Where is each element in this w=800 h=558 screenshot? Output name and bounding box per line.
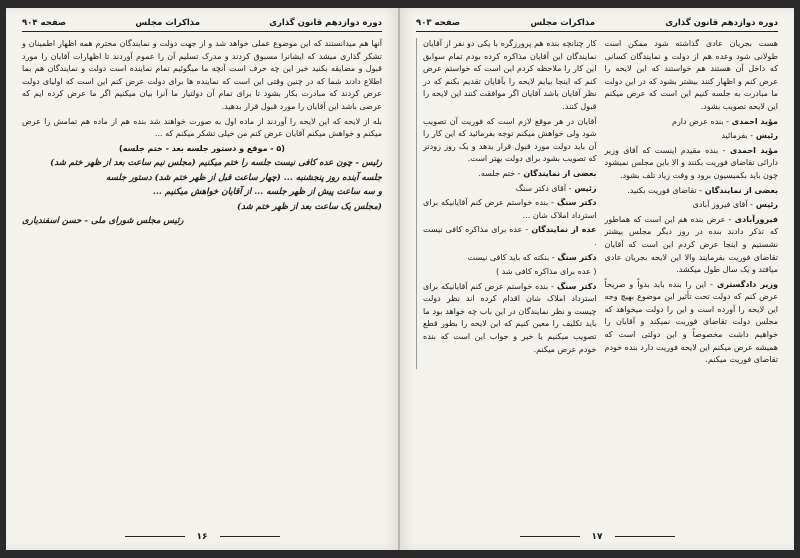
- speech-paragraph: [423, 281, 597, 357]
- handwritten-line: (مجلس یک ساعت بعد از ظهر ختم شد): [237, 201, 382, 212]
- speaker-name: بعضی از نمایندگان: [702, 185, 778, 195]
- right-page-columns: [416, 38, 778, 369]
- speech-text: - عرض بنده هم این است که هماطور که تذکر دادند بنده در روز دیگر مجلس بیشتر نشستیم و اینجا عرض کردم این است که آقایان تقاضای فوریت بفرمایند والا این لایحه بجریان عادی میافتد و یک سال طول میکشد.: [604, 214, 778, 275]
- right-header-session: دوره دوازدهم قانون گذاری: [665, 18, 778, 28]
- speaker-name: رئیس: [753, 200, 778, 210]
- speech-paragraph: [423, 252, 597, 265]
- speech-paragraph: [423, 168, 597, 181]
- handwritten-line: رئیس - چون عده کافی نیست جلسه را ختم میکنیم (مجلس نیم ساعت بعد از ظهر ختم شد): [50, 158, 382, 169]
- speech-text: - آقای دکتر سنگ: [515, 183, 572, 193]
- speech-paragraph: [605, 214, 779, 277]
- speech-text: آقایان در هر موقع لازم است که فوریت آن تصویب شود ولی خواهش میکنم توجه بفرمائید که این کار را آن باید دولت مورد قبول قرار بدهد و یک روز زودتر که تصویب بشود برای دولت بهتر است.: [423, 116, 597, 164]
- speaker-name: فیروزآبادی: [731, 214, 779, 224]
- speech-paragraph: [423, 116, 597, 166]
- speech-text: - بنده خواستم عرض کنم آقایانیکه برای استرداد املاک شان ...: [423, 198, 597, 220]
- left-page-body: [22, 38, 382, 227]
- left-header-page-label: صفحه ۹۰۴: [22, 18, 67, 28]
- speech-text: - بنکته که باید کافی نیست: [467, 252, 555, 262]
- speech-paragraph: [605, 116, 779, 129]
- signature: رئیس مجلس شورای ملی - حسن اسفندیاری: [22, 215, 184, 226]
- speech-text: کار چنانچه بنده هم پرورزگره با یکی دو نفر از آقایان نمایندگان این آقایان مذاکره کرده بودم تمام سوابق این کار را ملاحظه کردم این است که خواستم عرض کنم که اینجا بیایم لایحه را بآقایان تقدیم بکنم که در نظر آقایان باشد آقایان اگر موافقت کنند این لایحه را قبول کنند.: [423, 39, 597, 111]
- speech-text: - آقای فیروز آبادی: [692, 200, 754, 210]
- right-header-journal: مذاکرات مجلس: [530, 18, 595, 28]
- speech-paragraph: [423, 266, 597, 279]
- speaker-name: بعضی از نمایندگان: [520, 168, 597, 178]
- speaker-name: دکتر سنگ: [554, 252, 597, 262]
- speaker-name: مؤید احمدی: [729, 116, 778, 126]
- speaker-name: دکتر سنگ: [553, 198, 597, 208]
- left-paragraph: بله از لایحه که این لایحه را آوردند از ماده اول به صورت خواهند شد بنده هم از ماده هم تمامش را عرض میکنم و خواهش میکنم آقایان عرض کنم من خیلی تشکر میکنم که ...: [22, 116, 382, 139]
- speech-text: - بنده خواستم عرض کنم آقایانیکه برای استرداد املاک شان اقدام کرده اند نظر دولت چیست و نظر نمایندگان در این باب چه خواهد بود ما باید تکلیف را معین کنیم که این لایحه را بطور قطع تصویب میکنیم یا خیر و جواب این است که بنده خودم عرض میکنم.: [423, 281, 597, 354]
- speech-text: - این را بنده باید بدواً و صریحاً عرض کنم که دولت تحت تأثیر این موضوع بهیچ وجه این لایحه را آورده است و این را دولت میخواهد که مجلس دولت تقاضای فوریت نمیکند و آقایان را خواهیم داشت مخصوصاً و این دولتی است که همیشه عرض میکنم این لایحه فوریت دارد بنده خودم تقاضای فوریت میکنم.: [604, 279, 778, 365]
- speaker-name: مؤید احمدی: [725, 145, 778, 155]
- right-column: [605, 38, 779, 369]
- left-header-journal: مذاکرات مجلس: [135, 18, 200, 28]
- left-page-header: [22, 18, 382, 32]
- left-header-session: دوره دوازدهم قانون گذاری: [269, 18, 382, 28]
- book-spread: [6, 8, 794, 550]
- speech-text: - تقاضای فوریت بکنید.: [627, 185, 703, 195]
- speech-text: - عده برای مذاکره کافی نیست .: [423, 225, 597, 247]
- left-section-heading: (۵ - موقع و دستور جلسه بعد - ختم جلسه): [119, 143, 285, 153]
- right-page-header: [416, 18, 778, 32]
- center-column: [416, 38, 597, 369]
- left-page: [6, 8, 400, 550]
- speaker-name: رئیس: [571, 183, 597, 193]
- speech-paragraph: [423, 38, 597, 114]
- speaker-name: وزیر دادگستری: [712, 279, 779, 289]
- speech-paragraph: [605, 199, 779, 212]
- speech-text: - ختم جلسه.: [478, 168, 521, 178]
- speaker-name: رئیس: [753, 131, 778, 141]
- speech-text: هست بجریان عادی گذاشته شود ممکن است طولانی شود وعده هم از دولت و نمایندگان کسانی که داخل آن هستند هم خواستند که این لایحه را عرض کنم و اظهار کنند بیشتر بشود که در این دولت ما مبادرت به جلسه کنیم این است که عرض میکنم این لایحه تصویب بشود.: [604, 39, 778, 111]
- speech-text: - بفرمائید: [721, 131, 754, 141]
- speech-paragraph: [605, 130, 779, 143]
- speech-paragraph: [605, 279, 779, 367]
- speech-paragraph: [605, 38, 779, 114]
- speech-paragraph: [423, 197, 597, 222]
- handwritten-line: جلسه آینده روز پنجشنبه ... (چهار ساعت قبل از ظهر ختم شد) دستور جلسه: [106, 172, 382, 183]
- speech-paragraph: [605, 145, 779, 183]
- speaker-name: دکتر سنگ: [553, 281, 597, 291]
- right-page: [400, 8, 794, 550]
- speech-paragraph: [423, 224, 597, 249]
- speech-paragraph: [605, 185, 779, 198]
- right-page-number: ۱۷: [400, 532, 794, 542]
- speech-text: - بنده عرض دارم: [671, 116, 729, 126]
- left-paragraph: آنها هم میدانستند که این موضوع عملی خواهد شد و از جهت دولت و نمایندگان محترم همه اظهار اطمینان و تشکر گذاری میشد که ایشانرا مسبوق کردند و مدرک تسلیم آن را عموم آوردند تا اظهارات آقایان را مورد قبول و مضایقه بکنید خیر این چه حرف است آنچه ما میگوئیم تمام نماینده است دولت و نمایندگان هم بما اطلاع دادند شما که در چنین وقتی این است که نماینده ها برای دولت عرض کنم این است که اولیای دولت عرض کردند که مبادرت بکار بشود تا برای تمام آن دولتیار ما آنرا بیان میکنیم اگر ما عرض کرده ایم که عرضی باشد این آقایان را مورد قبول قرار بدهید.: [22, 39, 382, 111]
- right-header-page-label: صفحه ۹۰۳: [416, 18, 461, 28]
- speaker-name: عده از نمایندگان: [528, 225, 597, 235]
- speech-text: ( عده برای مذاکره کافی شد ): [495, 267, 597, 277]
- speech-text: - بنده مقیدم اینست که آقای وزیر دارائی تقاضای فوریت بکنند و الا باین مجلس نمیشود چون باید بکمیسیون برود و وقت زیاد تلف بشود.: [604, 145, 778, 180]
- handwritten-line: و سه ساعت پیش از ظهر جلسه ... از آقایان خواهش میکنیم ...: [152, 187, 382, 198]
- speech-paragraph: [423, 183, 597, 196]
- left-page-number: ۱۶: [6, 532, 398, 542]
